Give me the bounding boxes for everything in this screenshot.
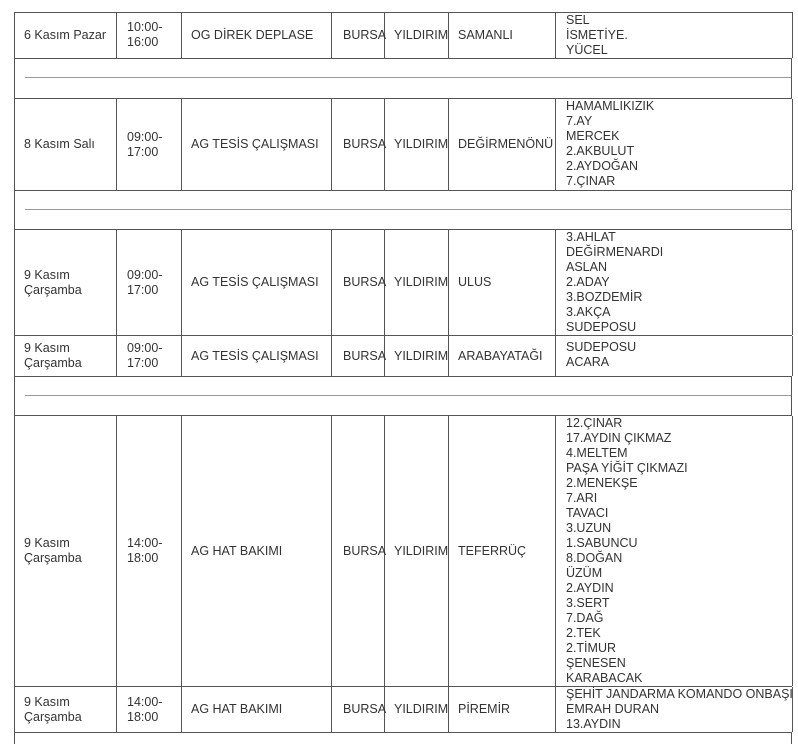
neighborhood-cell: DEĞİRMENÖNÜ — [449, 99, 556, 190]
date-cell: 9 Kasım Çarşamba — [15, 416, 117, 686]
table-row — [14, 336, 792, 377]
street-item: 12.ÇINAR — [566, 416, 623, 430]
next-row-start — [14, 733, 792, 744]
street-item: 2.TEK — [566, 626, 601, 640]
street-item: 4.MELTEM — [566, 446, 628, 460]
neighborhood-cell: PİREMİR — [449, 687, 556, 732]
district-cell: YILDIRIM — [385, 12, 449, 58]
district-cell: YILDIRIM — [385, 230, 449, 335]
time-cell: 09:00- 17:00 — [117, 336, 182, 376]
work-type-cell: AG HAT BAKIMI — [182, 416, 332, 686]
street-item: 3.UZUN — [566, 521, 612, 535]
separator-line — [25, 209, 791, 210]
table-row — [14, 99, 792, 191]
street-item: 2.TİMUR — [566, 641, 616, 655]
street-item: PAŞA YİĞİT ÇIKMAZI — [566, 461, 688, 475]
street-item: 3.BOZDEMİR — [566, 290, 643, 304]
street-item: 2.MENEKŞE — [566, 476, 638, 490]
city-cell: BURSA — [332, 687, 385, 732]
street-item: 2.AKBULUT — [566, 144, 635, 158]
work-type-cell: AG TESİS ÇALIŞMASI — [182, 99, 332, 190]
table-row — [14, 687, 792, 733]
date-cell: 8 Kasım Salı — [15, 99, 117, 190]
work-type-cell: AG TESİS ÇALIŞMASI — [182, 336, 332, 376]
street-item: MERCEK — [566, 129, 620, 143]
street-item: 8.DOĞAN — [566, 551, 623, 565]
city-cell: BURSA — [332, 230, 385, 335]
district-cell: YILDIRIM — [385, 336, 449, 376]
street-item: 2.AYDOĞAN — [566, 159, 639, 173]
street-item: 7.AY — [566, 114, 593, 128]
district-cell: YILDIRIM — [385, 687, 449, 732]
separator-line — [25, 395, 791, 396]
streets-cell — [556, 230, 793, 335]
streets-cell — [556, 336, 793, 376]
street-item: ŞEHİT JANDARMA KOMANDO ONBAŞI — [566, 687, 793, 701]
district-cell: YILDIRIM — [385, 99, 449, 190]
street-item: İSMETİYE. — [566, 28, 628, 42]
separator-row — [14, 59, 792, 99]
streets-cell — [556, 12, 793, 58]
street-item: 2.ADAY — [566, 275, 610, 289]
time-cell: 10:00- 16:00 — [117, 12, 182, 58]
separator-row — [14, 191, 792, 230]
street-item: ASLAN — [566, 260, 607, 274]
street-item: 7.DAĞ — [566, 611, 604, 625]
date-cell: 6 Kasım Pazar — [15, 12, 117, 58]
table-row — [14, 230, 792, 336]
street-item: 2.AYDIN — [566, 581, 614, 595]
neighborhood-cell: ARABAYATAĞI — [449, 336, 556, 376]
street-item: 7.ÇINAR — [566, 174, 616, 188]
date-cell: 9 Kasım Çarşamba — [15, 230, 117, 335]
street-item: 3.AKÇA — [566, 305, 611, 319]
time-cell: 14:00- 18:00 — [117, 687, 182, 732]
city-cell: BURSA — [332, 416, 385, 686]
street-item: 17.AYDIN ÇIKMAZ — [566, 431, 672, 445]
street-item: TAVACI — [566, 506, 609, 520]
time-cell: 14:00- 18:00 — [117, 416, 182, 686]
work-type-cell: OG DİREK DEPLASE — [182, 12, 332, 58]
streets-cell — [556, 416, 793, 686]
streets-cell — [556, 687, 793, 732]
street-item: SUDEPOSU — [566, 340, 637, 354]
street-item: DEĞİRMENARDI — [566, 245, 664, 259]
work-type-cell: AG TESİS ÇALIŞMASI — [182, 230, 332, 335]
neighborhood-cell: ULUS — [449, 230, 556, 335]
street-item: KARABACAK — [566, 671, 643, 685]
neighborhood-cell: SAMANLI — [449, 12, 556, 58]
neighborhood-cell: TEFERRÜÇ — [449, 416, 556, 686]
street-item: 3.AHLAT — [566, 230, 616, 244]
street-item: SEL — [566, 13, 590, 27]
work-type-cell: AG HAT BAKIMI — [182, 687, 332, 732]
separator-line — [25, 77, 791, 78]
time-cell: 09:00- 17:00 — [117, 230, 182, 335]
street-item: ÜZÜM — [566, 566, 603, 580]
time-cell: 09:00- 17:00 — [117, 99, 182, 190]
street-item: YÜCEL — [566, 43, 608, 57]
table-row — [14, 12, 792, 59]
street-item: 3.SERT — [566, 596, 610, 610]
city-cell: BURSA — [332, 99, 385, 190]
table-row — [14, 416, 792, 687]
street-item: ŞENESEN — [566, 656, 626, 670]
city-cell: BURSA — [332, 12, 385, 58]
date-cell: 9 Kasım Çarşamba — [15, 687, 117, 732]
street-item: 7.ARI — [566, 491, 598, 505]
separator-row — [14, 377, 792, 416]
streets-cell — [556, 99, 793, 190]
street-item: HAMAMLIKIZIK — [566, 99, 655, 113]
street-item: 1.SABUNCU — [566, 536, 638, 550]
district-cell: YILDIRIM — [385, 416, 449, 686]
street-item: 13.AYDIN — [566, 717, 621, 731]
street-item: ACARA — [566, 355, 610, 369]
street-item: EMRAH DURAN — [566, 702, 660, 716]
date-cell: 9 Kasım Çarşamba — [15, 336, 117, 376]
street-item: SUDEPOSU — [566, 320, 637, 334]
city-cell: BURSA — [332, 336, 385, 376]
